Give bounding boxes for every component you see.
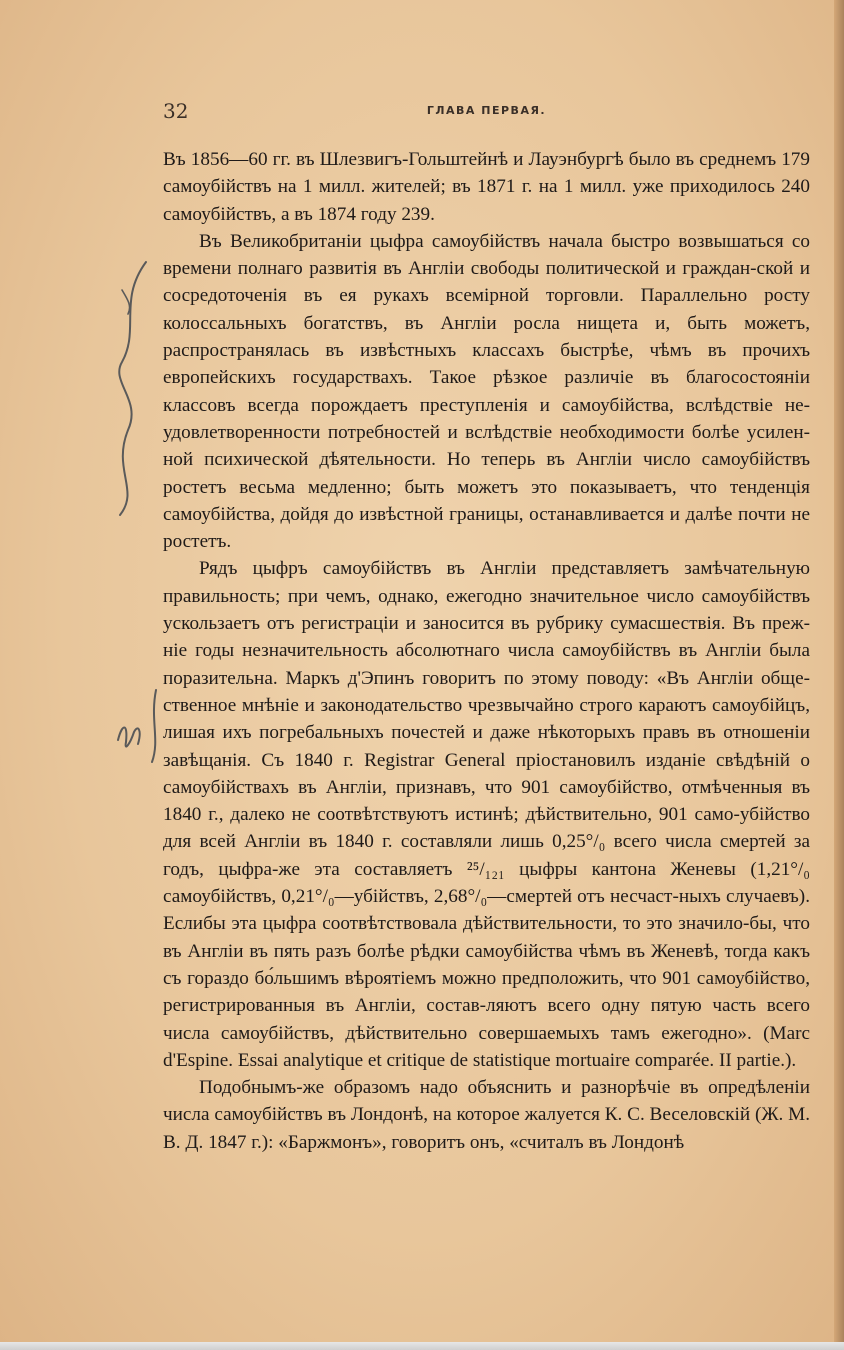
page-header: [163, 99, 810, 129]
page-edge-right: [834, 0, 844, 1350]
paragraph-3: Рядъ цыфръ самоубійствъ въ Англіи представляетъ замѣчательную правильность; при чемъ, однако, ежегодно значительное число самоубійствъ ускользаетъ отъ регистраціи и заносится въ рубрику сумасшествія. Въ преж-ніе годы незначительность абсолютнаго числа самоубійствъ въ Англіи была поразительна. Маркъ д'Эпинъ говоритъ по этому поводу: «Въ Англіи обще-ственное мнѣніе и законодательство чрезвычайно строго караютъ самоубійцъ, лишая ихъ погребальныхъ почестей и даже нѣкоторыхъ правъ въ отношеніи завѣщанія. Съ 1840 г. Registrar General пріостановилъ изданіе свѣдѣній о самоубійствахъ въ Англіи, признавъ, что 901 самоубійство, отмѣченныя въ 1840 г., далеко не соотвѣтствуютъ истинѣ; дѣйствительно, 901 само-убійство для всей Англіи въ 1840 г. составляли лишь 0,25°/₀ всего числа смертей за годъ, цыфра-же эта составляетъ ²⁵/₁₂₁ цыфры кантона Женевы (1,21°/₀ самоубійствъ, 0,21°/₀—убійствъ, 2,68°/₀—смертей отъ несчаст-ныхъ случаевъ). Еслибы эта цыфра соотвѣтствовала дѣйствительности, то это значило-бы, что въ Англіи въ пять разъ болѣе рѣдки самоубійства чѣмъ въ Женевѣ, тогда какъ съ гораздо бо́льшимъ вѣроятіемъ можно предположить, что 901 самоубійство, регистрированныя въ Англіи, состав-ляютъ всего одну пятую часть всего числа самоубійствъ, дѣйствительно совершаемыхъ тамъ ежегодно». (Marc d'Espine. Essai analytique et critique de statistique mortuaire comparée. II partie.).: [163, 558, 810, 1071]
pencil-handwritten-mark: [118, 728, 140, 747]
body-text: [163, 146, 810, 1156]
paragraph-2: Въ Великобританіи цыфра самоубійствъ начала быстро возвышаться со времени полнаго развитія въ Англіи свободы политической и граждан-ской и сосредоточенія въ ея рукахъ всемірной торговли. Параллельно росту колоссальныхъ богатствъ, въ Англіи росла нищета и, быть можетъ, распространялась въ извѣстныхъ классахъ быстрѣе, чѣмъ въ прочихъ европейскихъ государствахъ. Такое рѣзкое различіе въ благосостояніи классовъ всегда порождаетъ преступленія и самоубійства, вслѣдствіе не-удовлетворенности потребностей и вслѣдствіе необходимости болѣе усилен-ной психической дѣятельности. Но теперь въ Англіи число самоубійствъ ростетъ весьма медленно; быть можетъ это показываетъ, что тенденція самоубійства, дойдя до извѣстной границы, останавливается и далѣе почти не ростетъ.: [163, 230, 810, 553]
page-edge-bottom: [0, 1342, 844, 1350]
pencil-bracket-upper: [119, 262, 146, 515]
pencil-bracket-lower: [152, 690, 156, 762]
page-number: 32: [163, 99, 189, 123]
pencil-scribble: [122, 290, 130, 314]
running-title: ГЛАВА ПЕРВАЯ.: [426, 104, 547, 117]
paragraph-4: Подобнымъ-же образомъ надо объяснить и разнорѣчіе въ опредѣленіи числа самоубійствъ въ Лондонѣ, на которое жалуется К. С. Веселовскій (Ж. М. В. Д. 1847 г.): «Баржмонъ», говоритъ онъ, «считалъ въ Лондонѣ: [163, 1077, 810, 1153]
paragraph-1: Въ 1856—60 гг. въ Шлезвигъ-Гольштейнѣ и Лауэнбургѣ было въ среднемъ 179 самоубійствъ на 1 милл. жителей; въ 1871 г. на 1 милл. уже приходилось 240 самоубійствъ, а въ 1874 году 239.: [163, 149, 810, 225]
